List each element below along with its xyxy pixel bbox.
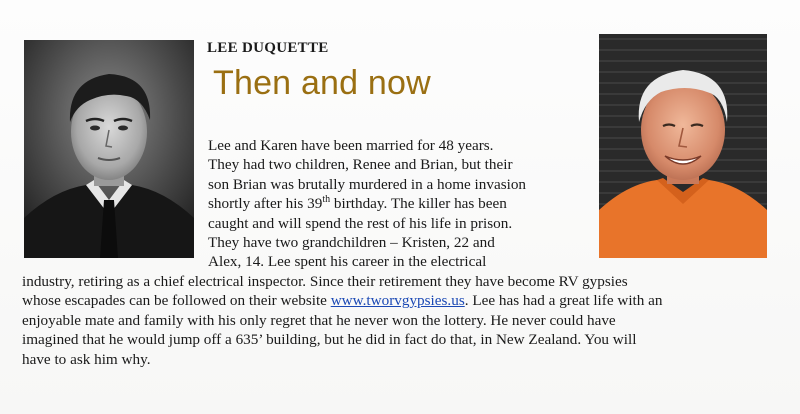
body-line: industry, retiring as a chief electrical inspector. Since their retirement they have become RV gypsies <box>22 273 628 290</box>
body-line-part: whose escapades can be followed on their website <box>22 292 331 310</box>
body-line: have to ask him why. <box>22 350 151 368</box>
body-line: Alex, 14. Lee spent his career in the electrical <box>208 253 487 271</box>
now-portrait-photo <box>599 34 767 258</box>
then-portrait-photo <box>24 40 194 258</box>
body-line <box>22 291 782 310</box>
website-link[interactable]: www.tworvgypsies.us <box>330 292 465 310</box>
person-name-heading: LEE DUQUETTE <box>207 40 329 56</box>
body-line-part: birthday. The killer has been <box>330 195 507 213</box>
ordinal-suffix: th <box>322 194 331 206</box>
body-line: They have two grandchildren – Kristen, 22 and <box>208 234 495 252</box>
body-line: enjoyable mate and family with his only regret that he never won the lottery. He never could have <box>22 311 616 329</box>
body-line-part: shortly after his 39 <box>208 195 323 213</box>
then-portrait-illustration <box>24 40 194 258</box>
body-line: imagined that he would jump off a 635’ building, but he did in fact do that, in New Zealand. You will <box>22 331 637 349</box>
body-line-part: . Lee has had a great life with an <box>464 292 663 310</box>
body-line: son Brian was brutally murdered in a home invasion <box>208 175 527 193</box>
body-line: caught and will spend the rest of his life in prison. <box>208 214 513 232</box>
now-portrait-illustration <box>599 34 767 258</box>
then-and-now-title: Then and now <box>213 64 431 102</box>
article-body-wide <box>22 272 782 369</box>
article-body-column <box>208 136 594 272</box>
body-line <box>208 194 594 213</box>
body-line: They had two children, Renee and Brian, but their <box>208 156 513 174</box>
body-line: Lee and Karen have been married for 48 years. <box>208 137 494 154</box>
